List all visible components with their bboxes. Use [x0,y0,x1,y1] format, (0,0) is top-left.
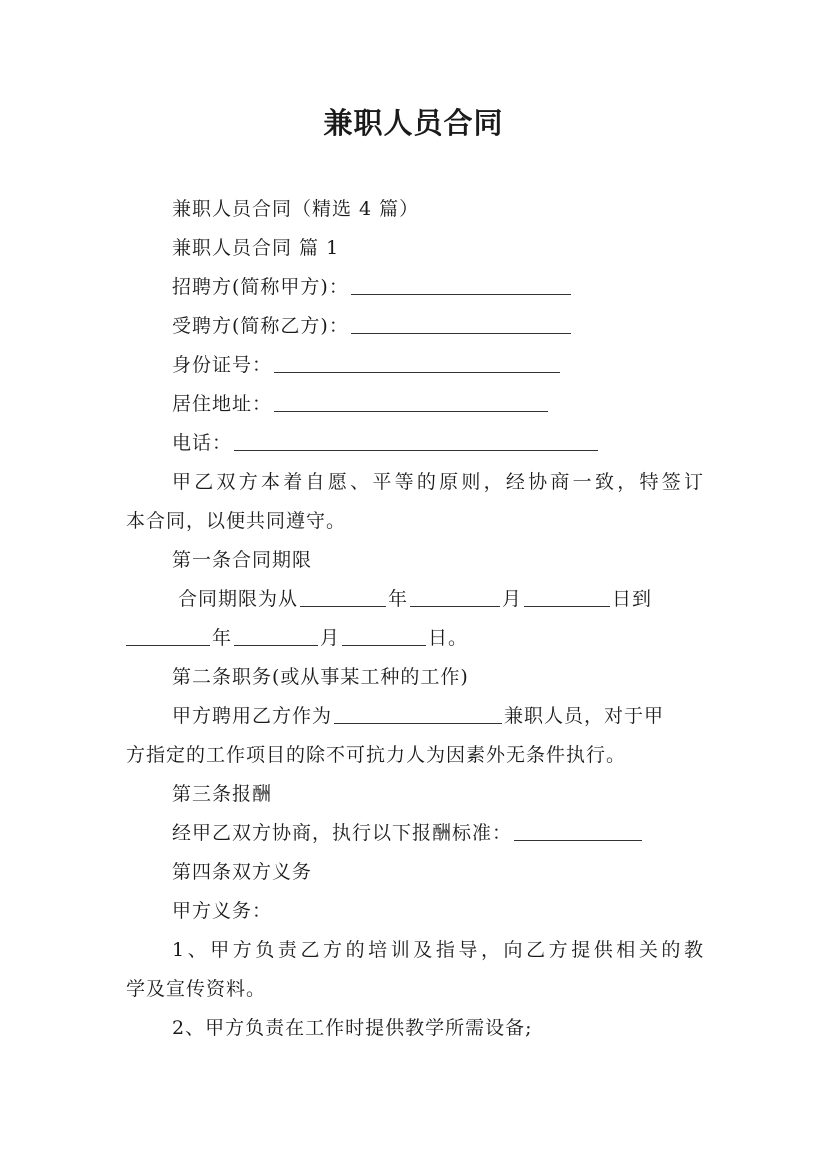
position-text: 甲方聘用乙方作为 [172,705,333,727]
phone-label: 电话： [172,432,233,454]
sub-heading: 甲方义务： [172,900,273,922]
section-heading: 兼职人员合同 篇 1 [172,237,340,259]
year-blank [300,586,386,607]
term-line [126,580,704,618]
paragraph-line: 甲乙双方本着自愿、平等的原则，经协商一致，特签订 [172,471,704,493]
address-field [126,385,704,423]
employer-field [126,268,704,306]
paragraph-line: 学及宣传资料。 [126,978,267,1000]
employer-blank [351,274,571,295]
paragraph-line: 方指定的工作项目的除不可抗力人为因素外无条件执行。 [126,744,627,766]
year-label: 年 [212,627,233,649]
year-label: 年 [388,588,409,610]
position-line [126,697,704,735]
day-blank [342,625,426,646]
month-label: 月 [320,627,341,649]
address-blank [274,391,548,412]
day-label: 日到 [612,588,653,610]
month-blank [234,625,318,646]
id-number-field [126,346,704,384]
id-number-label: 身份证号： [172,354,273,376]
pay-text: 经甲乙双方协商，执行以下报酬标准： [172,822,513,844]
month-label: 月 [502,588,523,610]
pay-blank [514,820,642,841]
address-label: 居住地址： [172,393,273,415]
position-text: 兼职人员，对于甲 [504,705,665,727]
paragraph-line: 1、甲方负责乙方的培训及指导，向乙方提供相关的教 [172,939,704,961]
paragraph-line: 2、甲方负责在工作时提供教学所需设备; [172,1017,533,1039]
id-number-blank [274,352,560,373]
month-blank [410,586,500,607]
article-heading: 第一条合同期限 [172,549,313,571]
term-line [126,619,704,657]
article-heading: 第四条双方义务 [172,861,313,883]
term-text: 合同期限为从 [178,588,299,610]
paragraph-line: 本合同，以便共同遵守。 [126,510,347,532]
phone-field [126,424,704,462]
employer-label: 招聘方(简称甲方)： [172,276,349,298]
employee-label: 受聘方(简称乙方)： [172,315,349,337]
day-blank [524,586,610,607]
employee-field [126,307,704,345]
pay-line [126,814,704,852]
employee-blank [351,313,571,334]
subtitle-line: 兼职人员合同（精选 4 篇） [172,198,420,220]
document-title: 兼职人员合同 [323,106,504,140]
article-heading: 第二条职务(或从事某工种的工作) [172,666,469,688]
year-blank [126,625,210,646]
day-label: 日。 [428,627,469,649]
phone-blank [234,430,598,451]
position-blank [334,703,502,724]
article-heading: 第三条报酬 [172,783,273,805]
